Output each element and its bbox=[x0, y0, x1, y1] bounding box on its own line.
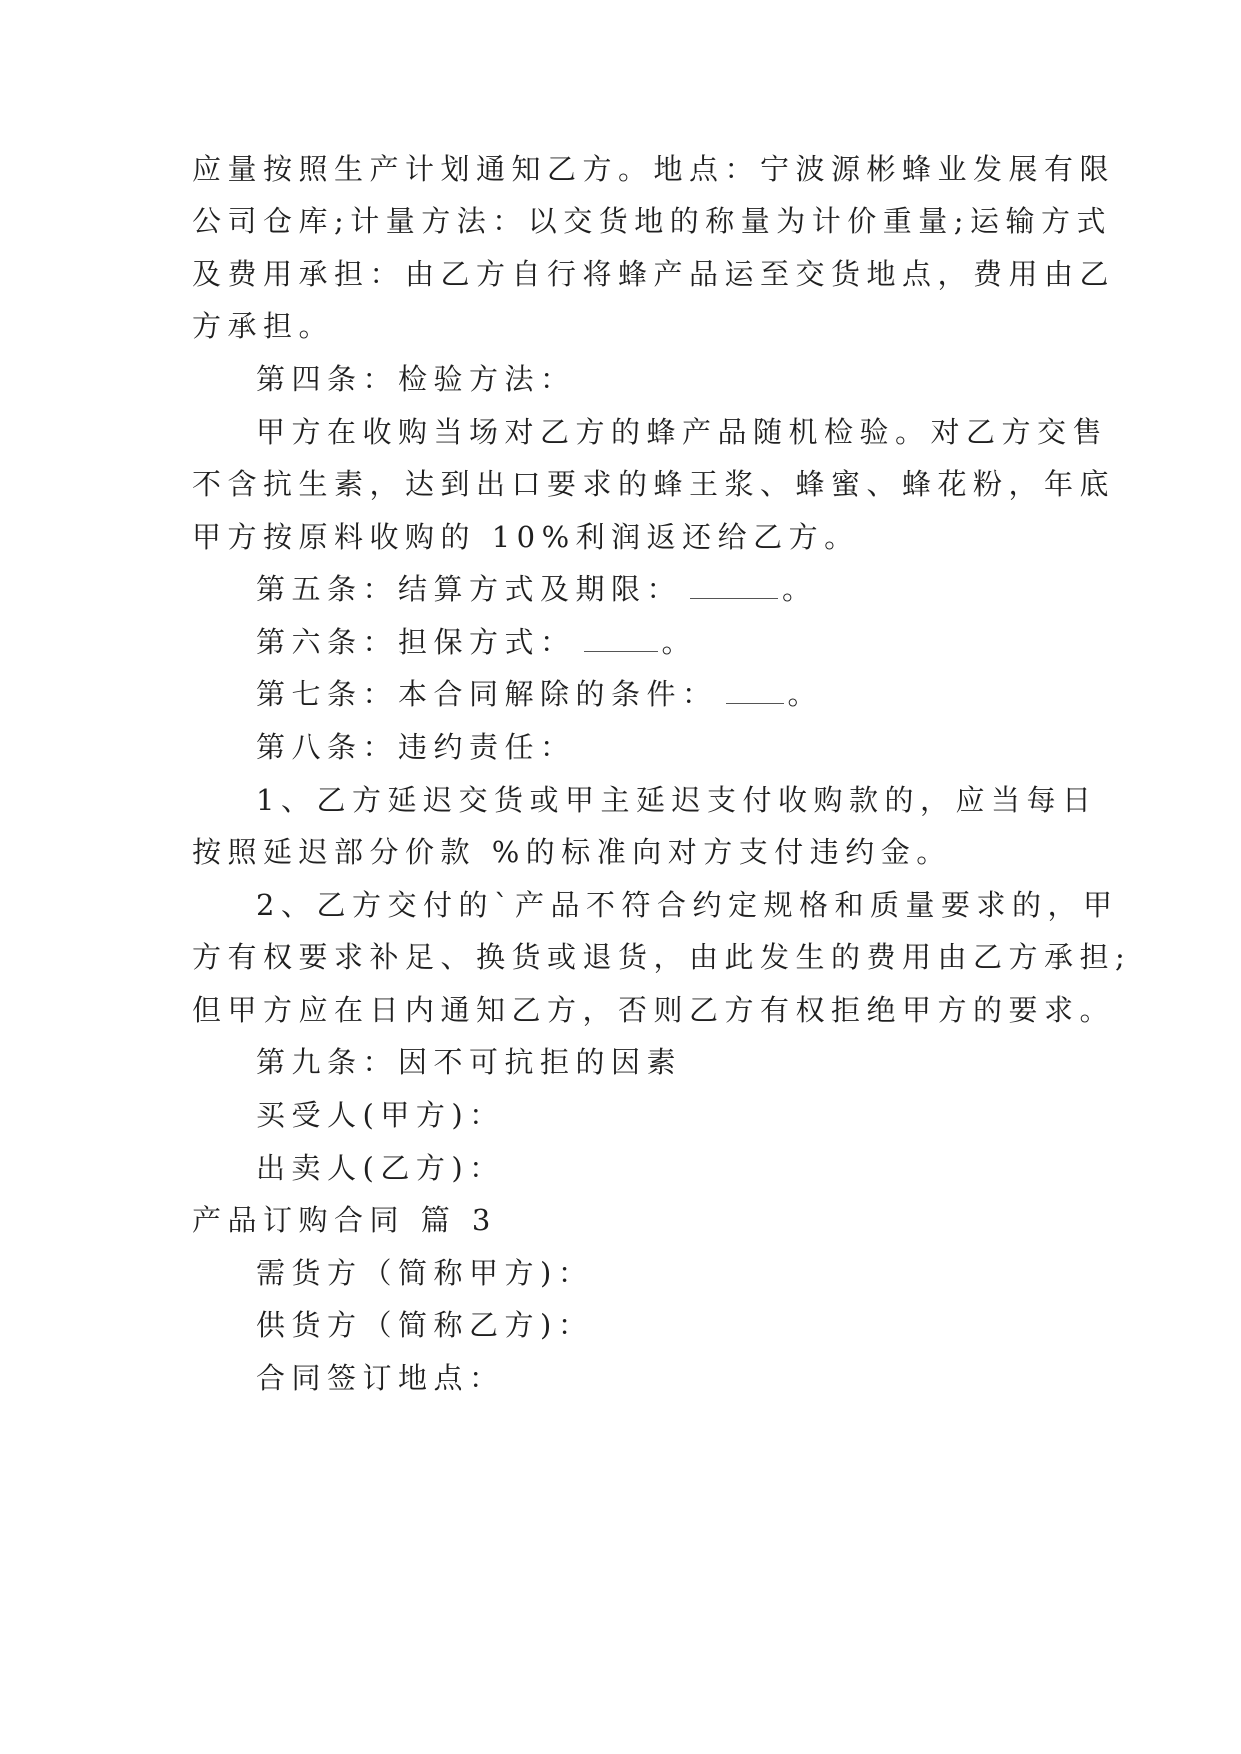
paragraph-line: 按照延迟部分价款 %的标准向对方支付违约金。 bbox=[192, 835, 952, 869]
article-6-line bbox=[256, 622, 697, 662]
article-5-end: 。 bbox=[782, 572, 818, 606]
article-6-end: 。 bbox=[661, 625, 698, 659]
article-7-label: 第七条：本合同解除的条件： bbox=[256, 677, 718, 711]
article-7-end: 。 bbox=[787, 677, 824, 711]
paragraph-line: 方有权要求补足、换货或退货，由此发生的费用由乙方承担; bbox=[192, 940, 1132, 974]
article-6-label: 第六条：担保方式： bbox=[256, 625, 576, 659]
paragraph-line: 但甲方应在日内通知乙方，否则乙方有权拒绝甲方的要求。 bbox=[192, 993, 1116, 1027]
paragraph-line: 甲方在收购当场对乙方的蜂产品随机检验。对乙方交售 bbox=[256, 415, 1109, 449]
article-7-line bbox=[256, 674, 823, 714]
article-9-heading: 第九条：因不可抗拒的因素 bbox=[256, 1045, 683, 1079]
article-4-heading: 第四条：检验方法： bbox=[256, 362, 576, 396]
article-5-blank bbox=[690, 572, 778, 599]
paragraph-line: 2、乙方交付的`产品不符合约定规格和质量要求的，甲 bbox=[256, 888, 1119, 922]
signing-place-line: 合同签订地点： bbox=[256, 1361, 505, 1395]
paragraph-line: 及费用承担：由乙方自行将蜂产品运至交货地点，费用由乙 bbox=[192, 257, 1116, 291]
supply-party-line: 供货方（简称乙方)： bbox=[256, 1308, 594, 1342]
paragraph-line: 公司仓库;计量方法：以交货地的称量为计价重量;运输方式 bbox=[192, 204, 1113, 238]
section-title: 产品订购合同 篇 3 bbox=[192, 1203, 497, 1237]
paragraph-line: 甲方按原料收购的 10%利润返还给乙方。 bbox=[192, 520, 860, 554]
paragraph-line: 不含抗生素，达到出口要求的蜂王浆、蜂蜜、蜂花粉，年底 bbox=[192, 467, 1116, 501]
article-6-blank bbox=[584, 625, 658, 652]
paragraph-line: 方承担。 bbox=[192, 309, 335, 343]
buyer-line: 买受人(甲方)： bbox=[256, 1098, 505, 1132]
article-5-line bbox=[256, 569, 818, 609]
seller-line: 出卖人(乙方)： bbox=[256, 1151, 505, 1185]
article-7-blank bbox=[726, 677, 784, 704]
article-8-heading: 第八条：违约责任： bbox=[256, 730, 576, 764]
demand-party-line: 需货方（简称甲方)： bbox=[256, 1256, 594, 1290]
paragraph-line: 应量按照生产计划通知乙方。地点：宁波源彬蜂业发展有限 bbox=[192, 152, 1116, 186]
article-5-label: 第五条：结算方式及期限： bbox=[256, 572, 683, 606]
paragraph-line: 1、乙方延迟交货或甲主延迟支付收购款的，应当每日 bbox=[256, 783, 1098, 817]
